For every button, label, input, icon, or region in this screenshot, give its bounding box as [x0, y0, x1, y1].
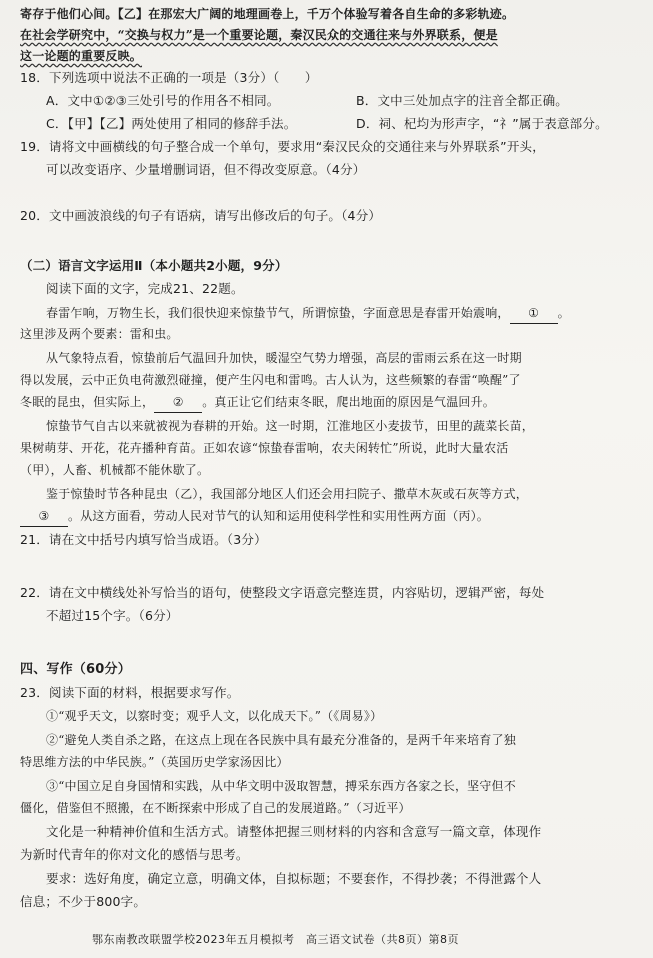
- writing-requirements-line-1: 要求：选好角度，确定立意，明确文体，自拟标题；不要套作，不得抄袭；不得泄露个人: [46, 871, 542, 886]
- material-1: ①“观乎天文，以察时变；观乎人文，以化成天下。”（《周易》）: [46, 709, 383, 723]
- writing-requirements-line-2: 信息；不少于800字。: [20, 894, 147, 909]
- blank-3: ③: [20, 506, 68, 527]
- passage-2-para-2-line-3: [20, 392, 495, 413]
- q18-option-b: B．文中三处加点字的注音全都正确。: [356, 93, 568, 108]
- passage-2-para-3-line-2: 果树萌芽、开花，花卉播种育苗。正如农谚“惊蛰春雷响，农夫闲转忙”所说，此时大量农活: [20, 441, 509, 455]
- q22-line-2: 不超过15个字。（6分）: [46, 608, 179, 623]
- passage-2-para-1-line-1: [46, 303, 570, 324]
- blank-1: ①: [510, 303, 558, 324]
- passage-line-2-wavy: 在社会学研究中，“交换与权力”是一个重要论题，秦汉民众的交通往来与外界联系，便是: [20, 28, 498, 42]
- p1-text-b: 。: [557, 306, 570, 320]
- section-4-heading: 四、写作（60分）: [20, 662, 131, 677]
- writing-task-line-2: 为新时代青年的你对文化的感悟与思考。: [20, 847, 249, 862]
- page-footer: 鄂东南教改联盟学校2023年五月模拟考 高三语文试卷（共8页）第8页: [92, 933, 459, 946]
- q18-stem: 18．下列选项中说法不正确的一项是（3分）（ ）: [20, 70, 318, 85]
- passage-2-para-4-line-1: 鉴于惊蛰时节各种昆虫（乙），我国部分地区人们还会用扫院子、撒草木灰或石灰等方式，: [46, 487, 529, 501]
- passage-2-para-2-line-2: 得以发展，云中正负电荷激烈碰撞，便产生闪电和雷鸣。古人认为，这些频繁的春雷“唤醒”了: [20, 373, 521, 387]
- q23-stem: 23．阅读下面的材料，根据要求写作。: [20, 685, 240, 700]
- section-2-heading: （二）语言文字运用Ⅱ（本小题共2小题，9分）: [20, 258, 288, 273]
- blank-2: ②: [154, 392, 202, 413]
- q18-option-a: A．文中①②③三处引号的作用各不相同。: [46, 93, 280, 108]
- section-2-intro: 阅读下面的文字，完成21、22题。: [46, 281, 244, 296]
- passage-2-para-3-line-1: 惊蛰节气自古以来就被视为春耕的开始。这一时期，江淮地区小麦拔节，田里的蔬菜长苗，: [46, 419, 535, 433]
- writing-task-line-1: 文化是一种精神价值和生活方式。请整体把握三则材料的内容和含意写一篇文章，体现作: [46, 824, 542, 839]
- p2-text-a: 冬眠的昆虫，但实际上，: [20, 395, 155, 409]
- q19-line-2: 可以改变语序、少量增删词语，但不得改变原意。（4分）: [46, 162, 366, 177]
- q19-line-1: 19．请将文中画横线的句子整合成一个单句，要求用“秦汉民众的交通往来与外界联系”开头，: [20, 139, 545, 154]
- passage-line-3-wavy: 这一论题的重要反映。: [20, 49, 143, 63]
- material-2-line-2: 特思维方法的中华民族。”（英国历史学家汤因比）: [20, 755, 289, 769]
- q22-line-1: 22．请在文中横线处补写恰当的语句，使整段文字语意完整连贯，内容贴切，逻辑严密，每处: [20, 585, 545, 600]
- q18-option-c: C．【甲】【乙】两处使用了相同的修辞手法。: [46, 116, 297, 131]
- passage-2-para-2-line-1: 从气象特点看，惊蛰前后气温回升加快，暖湿空气势力增强，高层的雷雨云系在这一时期: [46, 351, 522, 365]
- q20-text: 20．文中画波浪线的句子有语病，请写出修改后的句子。（4分）: [20, 208, 382, 223]
- passage-2-para-3-line-3: （甲），人畜、机械都不能休歇了。: [20, 463, 210, 477]
- p4-text-b: 。从这方面看，劳动人民对节气的认知和运用使科学性和实用性两方面（丙）。: [68, 509, 490, 523]
- passage-line-1: 寄存于他们心间。【乙】在那宏大广阔的地理画卷上，千万个体验写着各自生命的多彩轨迹。: [20, 7, 515, 21]
- p1-text-a: 春雷乍响，万物生长，我们很快迎来惊蛰节气，所谓惊蛰，字面意思是春雷开始震响，: [46, 306, 510, 320]
- q18-option-d: D．祠、杞均为形声字，“礻”属于表意部分。: [356, 116, 608, 131]
- q21-text: 21．请在文中括号内填写恰当成语。（3分）: [20, 532, 267, 547]
- material-2-line-1: ②“避免人类自杀之路，在这点上现在各民族中具有最充分准备的，是两千年来培育了独: [46, 733, 516, 747]
- passage-2-para-1-line-2: 这里涉及两个要素：雷和虫。: [20, 327, 179, 341]
- material-3-line-1: ③“中国立足自身国情和实践，从中华文明中汲取智慧，搏采东西方各家之长，坚守但不: [46, 779, 516, 793]
- material-3-line-2: 僵化，借鉴但不照搬，在不断探索中形成了自己的发展道路。”（习近平）: [20, 801, 411, 815]
- p2-text-b: 。真正让它们结束冬眠，爬出地面的原因是气温回升。: [202, 395, 496, 409]
- passage-2-para-4-line-2: [20, 506, 489, 527]
